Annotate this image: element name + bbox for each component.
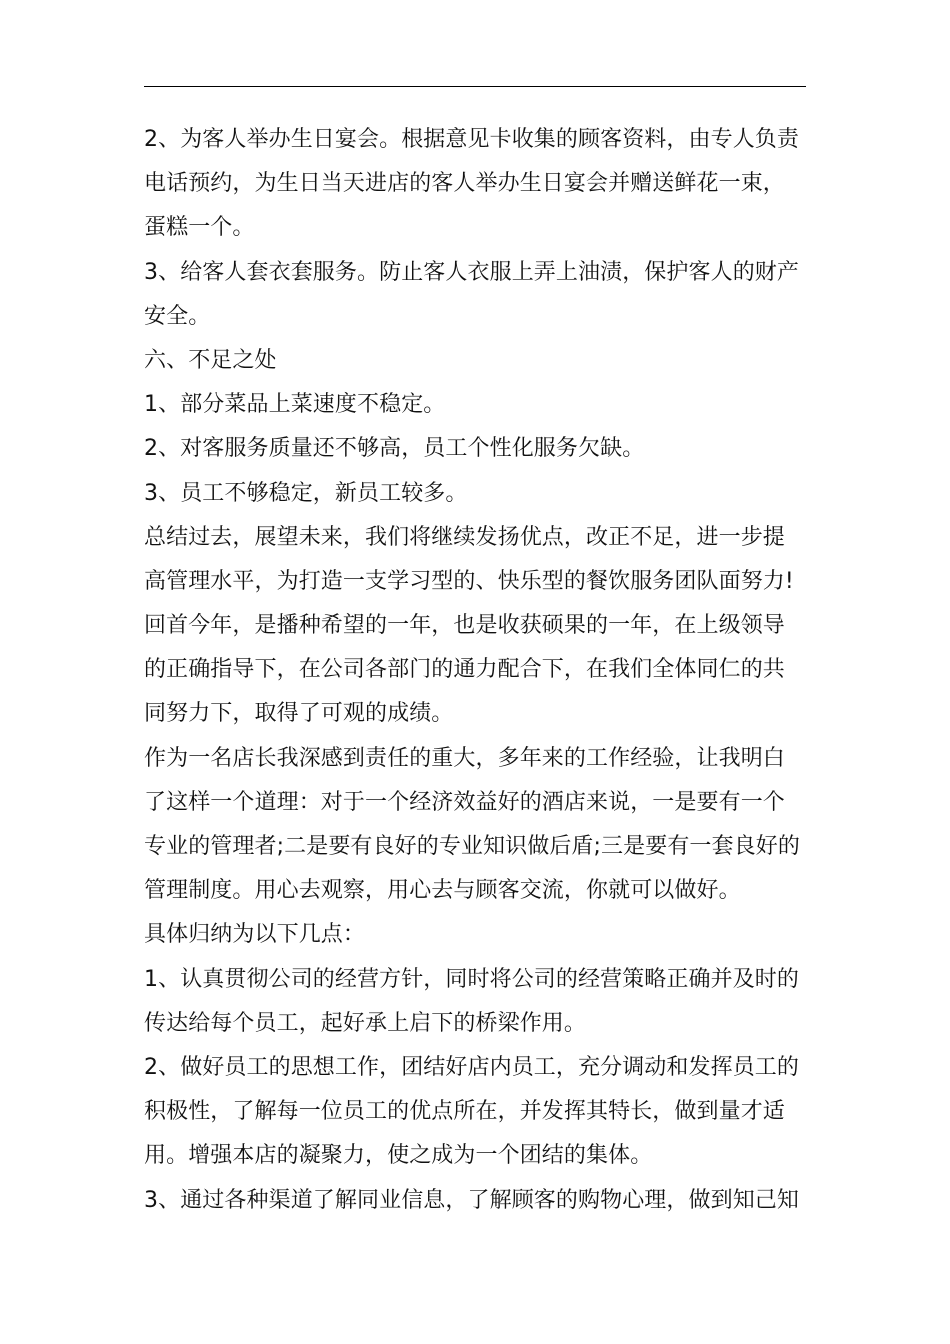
text-line: 安全。 bbox=[144, 303, 211, 329]
text-line: 电话预约，为生日当天进店的客人举办生日宴会并赠送鲜花一束， bbox=[144, 171, 785, 197]
section-heading: 六、不足之处 bbox=[144, 347, 277, 373]
text-line: 蛋糕一个。 bbox=[144, 215, 255, 241]
text-line: 的正确指导下，在公司各部门的通力配合下，在我们全体同仁的共 bbox=[144, 657, 785, 683]
text-line: 专业的管理者;二是要有良好的专业知识做后盾;三是要有一套良好的 bbox=[144, 834, 800, 859]
text-line: 积极性，了解每一位员工的优点所在，并发挥其特长，做到量才适 bbox=[144, 1099, 785, 1125]
document-body bbox=[144, 118, 806, 1223]
text-line: 传达给每个员工，起好承上启下的桥梁作用。 bbox=[144, 1010, 587, 1036]
text-line: 用。增强本店的凝聚力，使之成为一个团结的集体。 bbox=[144, 1143, 653, 1169]
text-line: 2、为客人举办生日宴会。根据意见卡收集的顾客资料，由专人负责 bbox=[144, 127, 799, 152]
text-line: 2、做好员工的思想工作，团结好店内员工，充分调动和发挥员工的 bbox=[144, 1054, 799, 1080]
text-line: 具体归纳为以下几点： bbox=[144, 922, 366, 948]
text-line: 3、员工不够稳定，新员工较多。 bbox=[144, 480, 468, 506]
text-line: 管理制度。用心去观察，用心去与顾客交流，你就可以做好。 bbox=[144, 878, 741, 904]
text-line: 2、对客服务质量还不够高，员工个性化服务欠缺。 bbox=[144, 436, 645, 462]
text-line: 总结过去，展望未来，我们将继续发扬优点，改正不足，进一步提 bbox=[144, 524, 785, 550]
header-rule bbox=[144, 86, 806, 87]
text-line: 同努力下，取得了可观的成绩。 bbox=[144, 701, 454, 727]
text-line: 3、给客人套衣套服务。防止客人衣服上弄上油渍，保护客人的财产 bbox=[144, 259, 799, 285]
text-line: 3、通过各种渠道了解同业信息，了解顾客的购物心理，做到知己知 bbox=[144, 1187, 799, 1213]
text-line: 高管理水平，为打造一支学习型的、快乐型的餐饮服务团队面努力! bbox=[144, 568, 794, 594]
text-line: 1、认真贯彻公司的经营方针，同时将公司的经营策略正确并及时的 bbox=[144, 966, 799, 992]
text-line: 作为一名店长我深感到责任的重大，多年来的工作经验，让我明白 bbox=[144, 745, 785, 771]
text-line: 了这样一个道理：对于一个经济效益好的酒店来说，一是要有一个 bbox=[144, 789, 785, 815]
text-line: 1、部分菜品上菜速度不稳定。 bbox=[144, 392, 446, 418]
text-line: 回首今年，是播种希望的一年，也是收获硕果的一年，在上级领导 bbox=[144, 613, 785, 639]
